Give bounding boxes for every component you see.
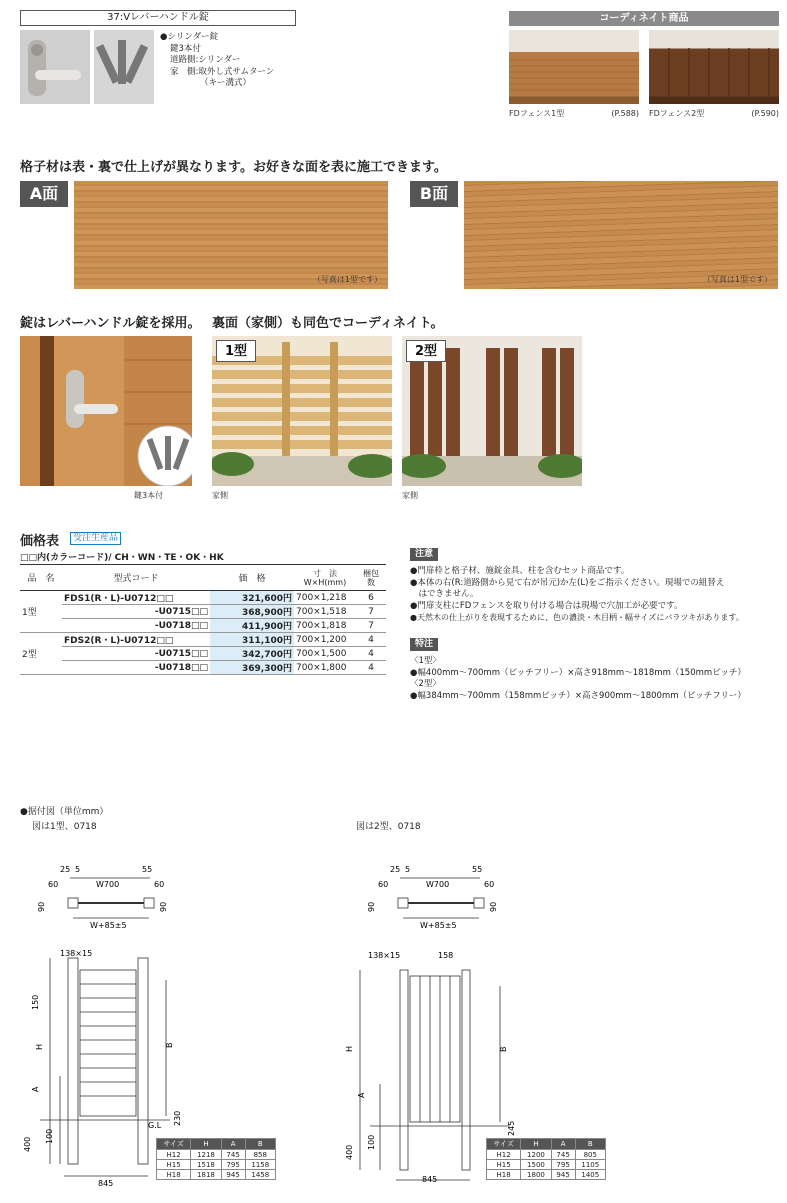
dim-b: B [499,1046,508,1052]
dim-h: H [35,1043,44,1050]
size-cell: 858 [245,1150,275,1160]
row-code: -U0715□□ [62,647,210,661]
table-row [20,619,386,633]
dim-90-left: 90 [37,901,46,912]
special-line: ●幅400mm〜700mm（ピッチフリー）×高さ918mm〜1818mm（150mmピッチ） [410,667,746,678]
type2-house-side: 家側 [402,491,418,500]
back-caption: 裏面（家側）も同色でコーディネイト。 [212,316,444,331]
caution-notes [410,566,780,624]
size-cell: 945 [551,1170,575,1180]
row-size: 700×1,800 [294,661,356,675]
face-b-photo [464,181,778,289]
size-header: H [521,1139,551,1150]
price-table [20,564,386,675]
dim-400: 400 [23,1136,32,1152]
col-size: 寸 法 W×H(mm) [294,565,356,591]
caution-line: はできません。 [410,589,479,599]
col-name: 品 名 [20,565,62,591]
type1-tag: 1型 [216,340,256,362]
dim-25: 25 [60,865,71,874]
size-cell: 1818 [191,1170,221,1180]
col-price: 価 格 [210,565,294,591]
row-size: 700×1,218 [294,591,356,605]
size-cell: 1405 [575,1170,605,1180]
dim-wplus: W+85±5 [420,921,457,930]
type2-tag: 2型 [406,340,446,362]
row-price: 342,700円 [210,647,294,661]
special-line: 〈2型〉 [410,679,441,689]
caution-label: 注意 [410,548,438,561]
row-code: -U0715□□ [62,605,210,619]
dim-w700: W700 [96,880,120,889]
size-header: サイズ [157,1139,191,1150]
left-size-table [156,1138,276,1180]
lock-specs [160,32,300,90]
dim-90-right: 90 [159,901,168,912]
face-b-note: （写真は1型です） [702,275,772,284]
special-line: 〈1型〉 [410,656,441,666]
table-row [20,661,386,675]
dim-60-left: 60 [378,880,389,889]
right-plan-drawing [350,860,510,930]
caution-line: ●門扉枠と格子材、施錠金具、柱を含むセット商品です。 [410,566,630,576]
size-cell: 1200 [521,1150,551,1160]
dim-60-right: 60 [154,880,165,889]
lock-spec-line: 鍵3本付 [170,43,201,54]
left-plan-drawing [20,860,180,930]
size-cell: 1518 [191,1160,221,1170]
dim-100: 100 [367,1134,376,1150]
row-size: 700×1,518 [294,605,356,619]
size-cell: H12 [157,1150,191,1160]
color-codes: □□内(カラーコード)/ CH・WN・TE・OK・HK [20,553,224,563]
dim-60-left: 60 [48,880,59,889]
fence2-caption [649,108,779,119]
table-row [487,1170,606,1180]
type1-house-side: 家側 [212,491,228,500]
row-pack: 6 [356,591,386,605]
size-cell: 1800 [521,1170,551,1180]
dim-60-right: 60 [484,880,495,889]
faces-headline: 格子材は表・裏で仕上げが異なります。お好きな面を表に施工できます。 [20,160,447,175]
size-cell: H15 [487,1160,521,1170]
dim-55: 55 [142,865,153,874]
dim-158: 158 [438,951,454,960]
row-size: 700×1,500 [294,647,356,661]
size-cell: H18 [157,1170,191,1180]
face-a-photo [74,181,388,289]
dim-a: A [31,1086,40,1092]
dim-b: B [165,1042,174,1048]
table-row [157,1150,276,1160]
lock-spec-line: ●シリンダー錠 [160,32,219,42]
table-row [20,605,386,619]
dim-138: 138×15 [60,949,93,958]
row-pack: 4 [356,647,386,661]
size-header: サイズ [487,1139,521,1150]
size-header: B [575,1139,605,1150]
table-row [20,647,386,661]
table-row [487,1150,606,1160]
keys-photo [94,30,154,104]
table-row [20,633,386,647]
dim-845: 845 [422,1175,438,1184]
size-cell: 1158 [245,1160,275,1170]
fence2-photo [649,30,779,104]
fence1-photo [509,30,639,104]
size-cell: 1458 [245,1170,275,1180]
row-size: 700×1,818 [294,619,356,633]
table-row [157,1170,276,1180]
dim-a: A [357,1092,366,1098]
fence1-name: FDフェンス1型 [509,109,565,118]
dim-90-left: 90 [367,901,376,912]
lock-closeup-photo [20,336,192,486]
fence1-caption [509,108,639,119]
price-title: 価格表 [20,534,60,549]
dim-55: 55 [472,865,483,874]
size-cell: 745 [221,1150,245,1160]
row-price: 411,900円 [210,619,294,633]
special-line: ●幅384mm〜700mm（158mmピッチ）×高さ900mm〜1800mm（ピッチフリー） [410,690,746,701]
table-row [157,1160,276,1170]
right-size-table [486,1138,606,1180]
row-name: 2型 [20,633,62,675]
row-code: -U0718□□ [62,661,210,675]
row-code: FDS1(R・L)-U0712□□ [62,591,210,605]
special-label: 特注 [410,638,438,651]
size-cell: 805 [575,1150,605,1160]
dim-100: 100 [45,1128,54,1144]
right-drawing-caption: 図は2型、0718 [356,822,421,832]
dim-5: 5 [75,865,81,874]
caution-line: ●門扉支柱にFDフェンスを取り付ける場合は現場で穴加工が必要です。 [410,600,683,611]
col-pack: 梱包 数 [356,565,386,591]
size-cell: 1500 [521,1160,551,1170]
row-code: FDS2(R・L)-U0712□□ [62,633,210,647]
size-cell: 795 [221,1160,245,1170]
dim-gl: G.L [148,1121,162,1130]
row-pack: 4 [356,633,386,647]
size-cell: H12 [487,1150,521,1160]
lock-spec-line: 家 側:取外し式サムターン [170,66,275,77]
row-price: 368,900円 [210,605,294,619]
size-cell: 1218 [191,1150,221,1160]
size-cell: 795 [551,1160,575,1170]
size-header: H [191,1139,221,1150]
size-header: A [551,1139,575,1150]
size-header: A [221,1139,245,1150]
drawings-heading: ●据付図（単位mm） [20,807,109,817]
row-pack: 7 [356,619,386,633]
dim-w700: W700 [426,880,450,889]
row-code: -U0718□□ [62,619,210,633]
coordinate-heading: コーディネイト商品 [509,11,779,26]
row-pack: 4 [356,661,386,675]
size-cell: 945 [221,1170,245,1180]
fence1-page: (P.588) [611,109,639,118]
lever-handle-photo [20,30,90,104]
row-size: 700×1,200 [294,633,356,647]
face-a-note: （写真は1型です） [312,275,382,284]
dim-90-right: 90 [489,901,498,912]
table-row [20,591,386,605]
left-drawing-caption: 図は1型、0718 [32,822,97,832]
col-code: 型式コード [62,565,210,591]
row-price: 321,600円 [210,591,294,605]
face-a-tag: A面 [20,181,68,207]
caution-line: ●本体の右(R:道路側から見て右が吊元)か左(L)をご指示ください。現場での組替え [410,577,725,588]
row-price: 311,100円 [210,633,294,647]
dim-5: 5 [405,865,411,874]
dim-138: 138×15 [368,951,401,960]
row-price: 369,300円 [210,661,294,675]
row-pack: 7 [356,605,386,619]
caution-line: ●天然木の仕上がりを表現するために、色の濃淡・木目柄・幅サイズにバラツキがあります。 [410,613,744,622]
lock-title: 37:Vレバーハンドル錠 [20,10,296,26]
size-cell: 745 [551,1150,575,1160]
dim-wplus: W+85±5 [90,921,127,930]
table-row [487,1160,606,1170]
dim-245: 245 [507,1120,516,1136]
fence2-name: FDフェンス2型 [649,109,705,118]
keys-note: 鍵3本付 [134,491,164,500]
fence2-page: (P.590) [751,109,779,118]
dim-h: H [345,1045,354,1052]
lock-spec-line: （キー溝式） [200,78,252,88]
size-cell: H15 [157,1160,191,1170]
lock-spec-line: 道路側:シリンダー [170,55,241,65]
face-b-tag: B面 [410,181,458,207]
special-notes [410,656,780,702]
order-badge: 受注生産品 [70,532,121,545]
dim-150: 150 [31,994,40,1010]
size-header: B [245,1139,275,1150]
lock-caption: 錠はレバーハンドル錠を採用。 [20,316,201,331]
row-name: 1型 [20,591,62,633]
dim-845: 845 [98,1179,114,1186]
size-cell: H18 [487,1170,521,1180]
size-cell: 1105 [575,1160,605,1170]
dim-400: 400 [345,1144,354,1160]
dim-230: 230 [173,1110,182,1126]
dim-25: 25 [390,865,401,874]
